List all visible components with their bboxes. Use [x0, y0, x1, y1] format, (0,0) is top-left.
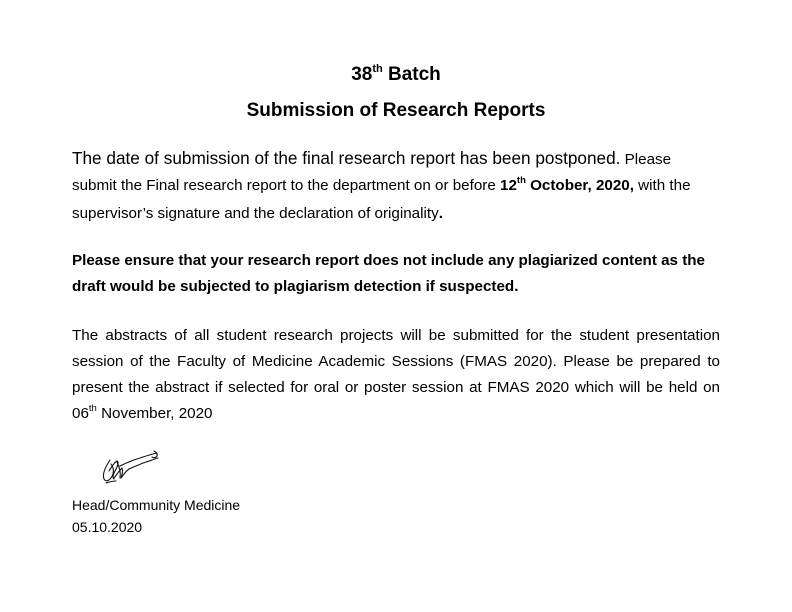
deadline-day: 12 [500, 177, 517, 194]
postponement-lead: The date of submission of the final research report has been postponed. [72, 148, 621, 168]
signature-block [72, 494, 240, 538]
fmas-date-ordinal-suffix: th [88, 403, 97, 414]
fmas-abstract-text: The abstracts of all student research projects will be submitted for the student presentation session of the Faculty of Medicine Academic Sessions (FMAS 2020). Please be prepared to present the abstract if selected for oral or poster session at FMAS 2020 which will be held on 06 [72, 327, 720, 422]
batch-word: Batch [388, 64, 441, 85]
batch-ordinal-suffix: th [372, 63, 383, 75]
handwritten-signature-icon [96, 446, 162, 492]
submission-instruction: Please submit the Final research report to the department on or before [72, 151, 672, 194]
title-block [0, 58, 792, 128]
plagiarism-warning: Please ensure that your research report does not include any plagiarized content as the draft would be subjected to plagiarism detection if suspected. [72, 252, 705, 295]
postponement-paragraph [72, 145, 720, 227]
page-title: Submission of Research Reports [246, 100, 546, 121]
fmas-date-rest: November, 2020 [96, 405, 213, 422]
deadline-month-year: October, 2020, [525, 177, 634, 194]
signature-date: 05.10.2020 [72, 519, 143, 535]
submission-requirements: with the supervisor’s signature and the declaration of originality [72, 177, 691, 222]
batch-heading [0, 58, 792, 94]
batch-number: 38 [351, 64, 373, 85]
deadline-date [500, 177, 634, 194]
signatory-designation: Head/Community Medicine [72, 497, 241, 513]
fmas-abstract-paragraph [72, 323, 720, 429]
sentence-end-mark: . [438, 205, 443, 222]
deadline-ordinal-suffix: th [516, 175, 526, 186]
